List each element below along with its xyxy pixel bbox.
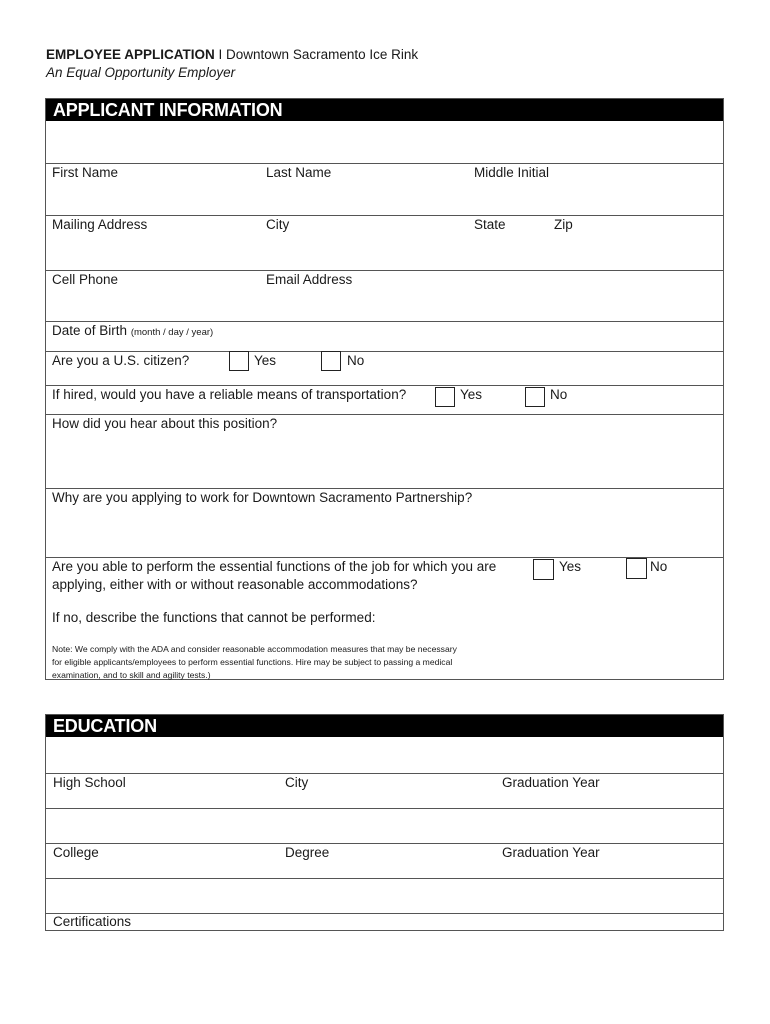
date-of-birth-label: Date of Birth (month / day / year) — [52, 323, 214, 338]
essential-no-checkbox[interactable] — [626, 558, 647, 579]
certifications-label: Certifications — [53, 914, 132, 929]
zip-label: Zip — [554, 217, 573, 232]
applicant-information-section — [45, 98, 724, 680]
transportation-no-checkbox[interactable] — [525, 387, 545, 407]
degree-label: Degree — [285, 845, 330, 860]
essential-functions-row — [46, 557, 723, 681]
eoe-subtitle: An Equal Opportunity Employer — [46, 65, 236, 80]
applicant-information-heading: APPLICANT INFORMATION — [46, 99, 723, 121]
essential-functions-question-line1: Are you able to perform the essential functions of the job for which you are — [52, 559, 497, 574]
college-labels-row — [46, 843, 723, 878]
last-name-label: Last Name — [266, 165, 332, 180]
essential-yes-label: Yes — [559, 559, 582, 574]
why-apply-row[interactable] — [46, 488, 723, 557]
hear-about-question: How did you hear about this position? — [52, 416, 278, 431]
describe-functions-label: If no, describe the functions that cannot be performed: — [52, 610, 376, 625]
mailing-address-label: Mailing Address — [52, 217, 148, 232]
page-header — [46, 46, 418, 82]
college-label: College — [53, 845, 99, 860]
application-title: EMPLOYEE APPLICATION I Downtown Sacramento Ice Rink — [46, 47, 419, 62]
citizen-question: Are you a U.S. citizen? — [52, 353, 190, 368]
state-label: State — [474, 217, 506, 232]
high-school-label: High School — [53, 775, 126, 790]
high-school-entry-row[interactable] — [46, 808, 723, 843]
transportation-yes-label: Yes — [460, 387, 483, 402]
citizen-no-label: No — [347, 353, 365, 368]
certifications-row — [46, 913, 723, 931]
dob-row — [46, 321, 723, 351]
contact-row — [46, 270, 723, 321]
essential-functions-question-line2: applying, either with or without reasonable accommodations? — [52, 577, 418, 592]
transportation-question: If hired, would you have a reliable means of transportation? — [52, 387, 407, 402]
first-name-label: First Name — [52, 165, 119, 180]
dob-hint: (month / day / year) — [130, 327, 214, 338]
education-blank-row[interactable] — [46, 737, 723, 773]
transportation-yes-checkbox[interactable] — [435, 387, 455, 407]
college-graduation-year-label: Graduation Year — [502, 845, 600, 860]
citizen-no-checkbox[interactable] — [321, 351, 341, 371]
citizen-yes-label: Yes — [254, 353, 277, 368]
transportation-row — [46, 385, 723, 414]
essential-yes-checkbox[interactable] — [533, 559, 554, 580]
high-school-graduation-year-label: Graduation Year — [502, 775, 600, 790]
high-school-city-label: City — [285, 775, 309, 790]
ada-note: Note: We comply with the ADA and consider reasonable accommodation measures that may be necessary for eligible applicants/employees to perform essential functions. Hire may be subject to passing a medical examination, and to skill and agility tests.) — [52, 644, 457, 681]
college-entry-row[interactable] — [46, 878, 723, 913]
high-school-labels-row — [46, 773, 723, 808]
why-apply-question: Why are you applying to work for Downtown Sacramento Partnership? — [52, 490, 473, 505]
applicant-blank-row[interactable] — [46, 121, 723, 163]
citizen-yes-checkbox[interactable] — [229, 351, 249, 371]
essential-no-label: No — [650, 559, 668, 574]
cell-phone-label: Cell Phone — [52, 272, 119, 287]
education-section — [45, 714, 724, 931]
transportation-no-label: No — [550, 387, 568, 402]
city-label: City — [266, 217, 290, 232]
citizen-row — [46, 351, 723, 385]
address-row — [46, 215, 723, 270]
email-address-label: Email Address — [266, 272, 353, 287]
middle-initial-label: Middle Initial — [474, 165, 550, 180]
education-heading: EDUCATION — [46, 715, 723, 737]
hear-about-row[interactable] — [46, 414, 723, 488]
name-row — [46, 163, 723, 215]
